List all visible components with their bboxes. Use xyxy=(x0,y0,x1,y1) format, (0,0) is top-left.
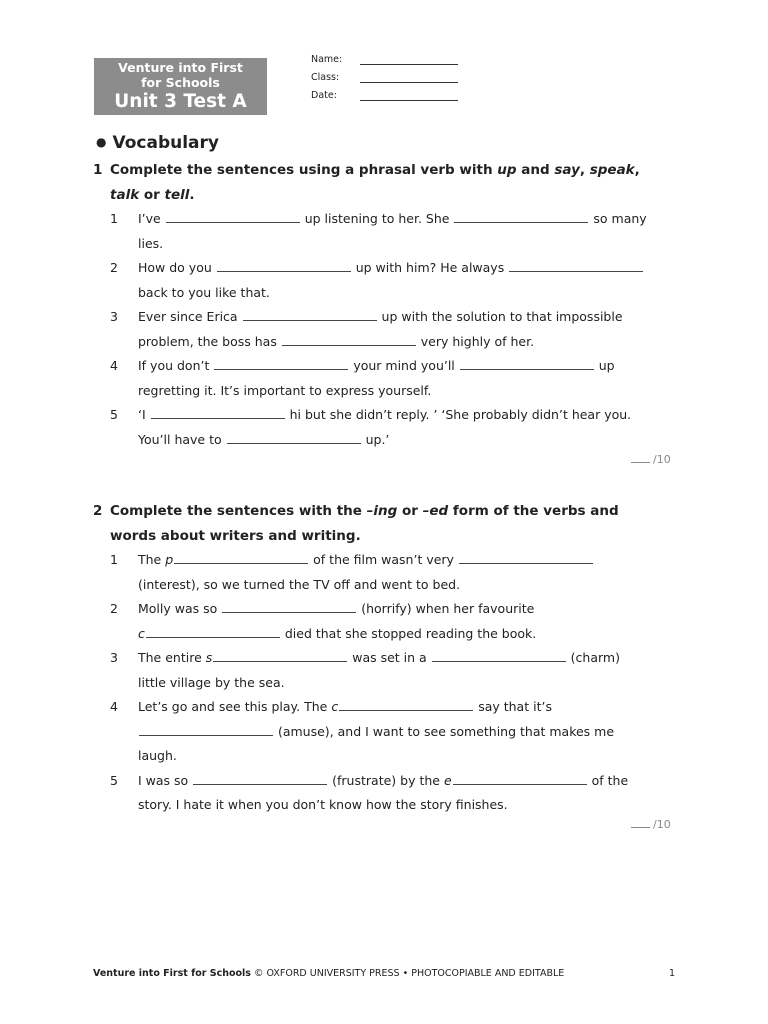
class-label: Class: xyxy=(311,72,340,83)
item-number: 4 xyxy=(110,699,118,714)
item-text: I was so (frustrate) by the e of the story. I hate it when you don’t know how the story finishes. xyxy=(138,772,629,812)
answer-blank[interactable] xyxy=(139,723,273,736)
answer-blank[interactable] xyxy=(453,772,587,785)
item-text: Ever since Erica up with the solution to that impossible problem, the boss has very highly of her. xyxy=(138,309,623,349)
answer-blank[interactable] xyxy=(243,308,377,321)
item-number: 2 xyxy=(110,601,118,616)
answer-blank[interactable] xyxy=(432,649,566,662)
item-text: ‘I hi but she didn’t reply. ’ ‘She probably didn’t hear you. You’ll have to up.’ xyxy=(138,407,632,447)
page-footer xyxy=(93,968,675,979)
item-text: The p of the film wasn’t very (interest), so we turned the TV off and went to bed. xyxy=(138,552,594,592)
name-label: Name: xyxy=(311,54,343,65)
answer-blank[interactable] xyxy=(459,551,593,564)
answer-blank[interactable] xyxy=(339,698,473,711)
title-box xyxy=(94,58,267,115)
answer-blank[interactable] xyxy=(174,551,308,564)
exercise-2-item-5 xyxy=(110,769,680,818)
exercise-1-instruction xyxy=(93,158,663,207)
section-title: Vocabulary xyxy=(112,133,219,153)
name-line[interactable] xyxy=(360,64,458,65)
exercise-1-item-1 xyxy=(110,207,680,256)
exercise-1-text: Complete the sentences using a phrasal verb with up and say, speak, xyxy=(110,162,640,178)
answer-blank[interactable] xyxy=(222,600,356,613)
series-line-2: for Schools xyxy=(141,75,220,90)
item-number: 4 xyxy=(110,358,118,373)
exercise-2-item-3 xyxy=(110,646,680,695)
exercise-2-instruction xyxy=(93,499,663,548)
exercise-2-number: 2 xyxy=(93,503,103,519)
item-number: 5 xyxy=(110,407,118,422)
exercise-1-score-total: /10 xyxy=(653,453,671,466)
exercise-2-text: Complete the sentences with the –ing or –ed form of the verbs and xyxy=(110,503,619,519)
exercise-2-items xyxy=(110,548,680,818)
exercise-1-item-3 xyxy=(110,305,680,354)
answer-blank[interactable] xyxy=(227,431,361,444)
item-number: 3 xyxy=(110,309,118,324)
answer-blank[interactable] xyxy=(166,210,300,223)
exercise-2-item-1 xyxy=(110,548,680,597)
exercise-1-items xyxy=(110,207,680,452)
answer-blank[interactable] xyxy=(509,259,643,272)
class-line[interactable] xyxy=(360,82,458,83)
series-title xyxy=(94,58,267,90)
exercise-1-item-5 xyxy=(110,403,680,452)
footer-brand: Venture into First for Schools xyxy=(93,968,251,979)
item-number: 3 xyxy=(110,650,118,665)
series-line-1: Venture into First xyxy=(118,60,243,75)
exercise-1-item-2 xyxy=(110,256,680,305)
item-text: Molly was so (horrify) when her favourite c died that she stopped reading the book. xyxy=(138,601,537,641)
bullet-icon: ● xyxy=(96,135,107,149)
item-text: The entire s was set in a (charm) little village by the sea. xyxy=(138,650,620,690)
item-number: 2 xyxy=(110,260,118,275)
unit-title: Unit 3 Test A xyxy=(114,91,247,112)
answer-blank[interactable] xyxy=(214,357,348,370)
item-number: 1 xyxy=(110,552,118,567)
score-blank[interactable] xyxy=(631,818,650,828)
answer-blank[interactable] xyxy=(282,333,416,346)
exercise-1-item-4 xyxy=(110,354,680,403)
footer-copyright: © OXFORD UNIVERSITY PRESS • PHOTOCOPIABLE AND EDITABLE xyxy=(250,968,565,979)
item-text: Let’s go and see this play. The c say that it’s (amuse), and I want to see something that makes me laugh. xyxy=(138,699,615,763)
date-label: Date: xyxy=(311,90,337,101)
item-text: If you don’t your mind you’ll up regretting it. It’s important to express yourself. xyxy=(138,358,615,398)
item-number: 5 xyxy=(110,772,118,788)
exercise-1-number: 1 xyxy=(93,162,103,178)
page-number: 1 xyxy=(668,968,675,979)
answer-blank[interactable] xyxy=(151,406,285,419)
exercise-2-score-total: /10 xyxy=(653,818,671,831)
exercise-1-text-2: talk or tell. xyxy=(110,186,195,203)
answer-blank[interactable] xyxy=(460,357,594,370)
item-text: I’ve up listening to her. She so many lies. xyxy=(138,211,647,251)
exercise-1-score xyxy=(631,453,671,466)
answer-blank[interactable] xyxy=(213,649,347,662)
item-number: 1 xyxy=(110,211,118,226)
exercise-2-text-2: words about writers and writing. xyxy=(110,527,361,544)
date-line[interactable] xyxy=(360,100,458,101)
exercise-2-score xyxy=(631,818,671,831)
answer-blank[interactable] xyxy=(454,210,588,223)
answer-blank[interactable] xyxy=(217,259,351,272)
answer-blank[interactable] xyxy=(146,625,280,638)
exercise-2-item-4 xyxy=(110,695,680,769)
item-text: How do you up with him? He always back to you like that. xyxy=(138,260,644,300)
section-heading xyxy=(96,133,219,153)
score-blank[interactable] xyxy=(631,453,650,463)
exercise-2-item-2 xyxy=(110,597,680,646)
answer-blank[interactable] xyxy=(193,772,327,785)
